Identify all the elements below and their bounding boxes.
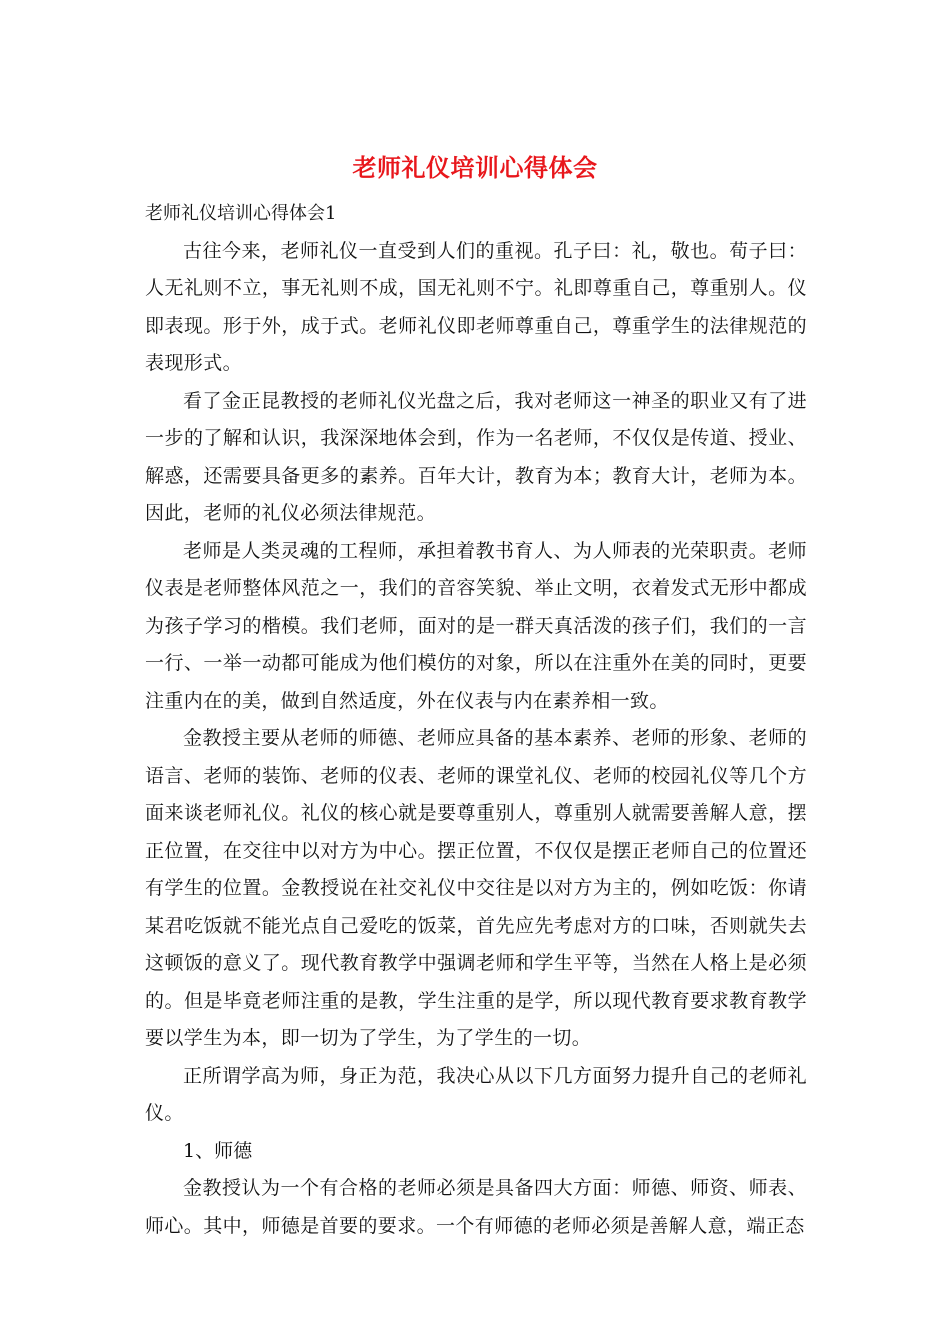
- document-title: 老师礼仪培训心得体会: [352, 154, 598, 182]
- paragraph-5: 正所谓学高为师，身正为范，我决心从以下几方面努力提升自己的老师礼仪。: [145, 1064, 807, 1124]
- paragraph-1: 古往今来，老师礼仪一直受到人们的重视。孔子曰：礼，敬也。荀子曰：人无礼则不立，事无礼则不成，国无礼则不宁。礼即尊重自己，尊重别人。仪即表现。形于外，成于式。老师礼仪即老师尊重自己，尊重学生的法律规范的表现形式。: [145, 239, 807, 374]
- paragraph-2: 看了金正昆教授的老师礼仪光盘之后，我对老师这一神圣的职业又有了进一步的了解和认识，我深深地体会到，作为一名老师，不仅仅是传道、授业、解惑，还需要具备更多的素养。百年大计，教育为本；教育大计，老师为本。因此，老师的礼仪必须法律规范。: [145, 389, 807, 524]
- paragraph-3: 老师是人类灵魂的工程师，承担着教书育人、为人师表的光荣职责。老师仪表是老师整体风范之一，我们的音容笑貌、举止文明，衣着发式无形中都成为孩子学习的楷模。我们老师，面对的是一群天真活泼的孩子们，我们的一言一行、一举一动都可能成为他们模仿的对象，所以在注重外在美的同时，更要注重内在的美，做到自然适度，外在仪表与内在素养相一致。: [145, 539, 807, 712]
- paragraph-4: 金教授主要从老师的师德、老师应具备的基本素养、老师的形象、老师的语言、老师的装饰、老师的仪表、老师的课堂礼仪、老师的校园礼仪等几个方面来谈老师礼仪。礼仪的核心就是要尊重别人，尊重别人就需要善解人意，摆正位置，在交往中以对方为中心。摆正位置，不仅仅是摆正老师自己的位置还有学生的位置。金教授说在社交礼仪中交往是以对方为主的，例如吃饭：你请某君吃饭就不能光点自己爱吃的饭菜，首先应先考虑对方的口味，否则就失去这顿饭的意义了。现代教育教学中强调老师和学生平等，当然在人格上是必须的。但是毕竟老师注重的是教，学生注重的是学，所以现代教育要求教育教学要以学生为本，即一切为了学生，为了学生的一切。: [145, 727, 807, 1049]
- section-paragraph: 金教授认为一个有合格的老师必须是具备四大方面：师德、师资、师表、师心。其中，师德是首要的要求。一个有师德的老师必须是善解人意，端正态: [145, 1177, 807, 1237]
- document-subtitle: 老师礼仪培训心得体会1: [145, 203, 337, 224]
- document-body: [145, 195, 807, 1245]
- section-heading: 1、师德: [183, 1139, 253, 1162]
